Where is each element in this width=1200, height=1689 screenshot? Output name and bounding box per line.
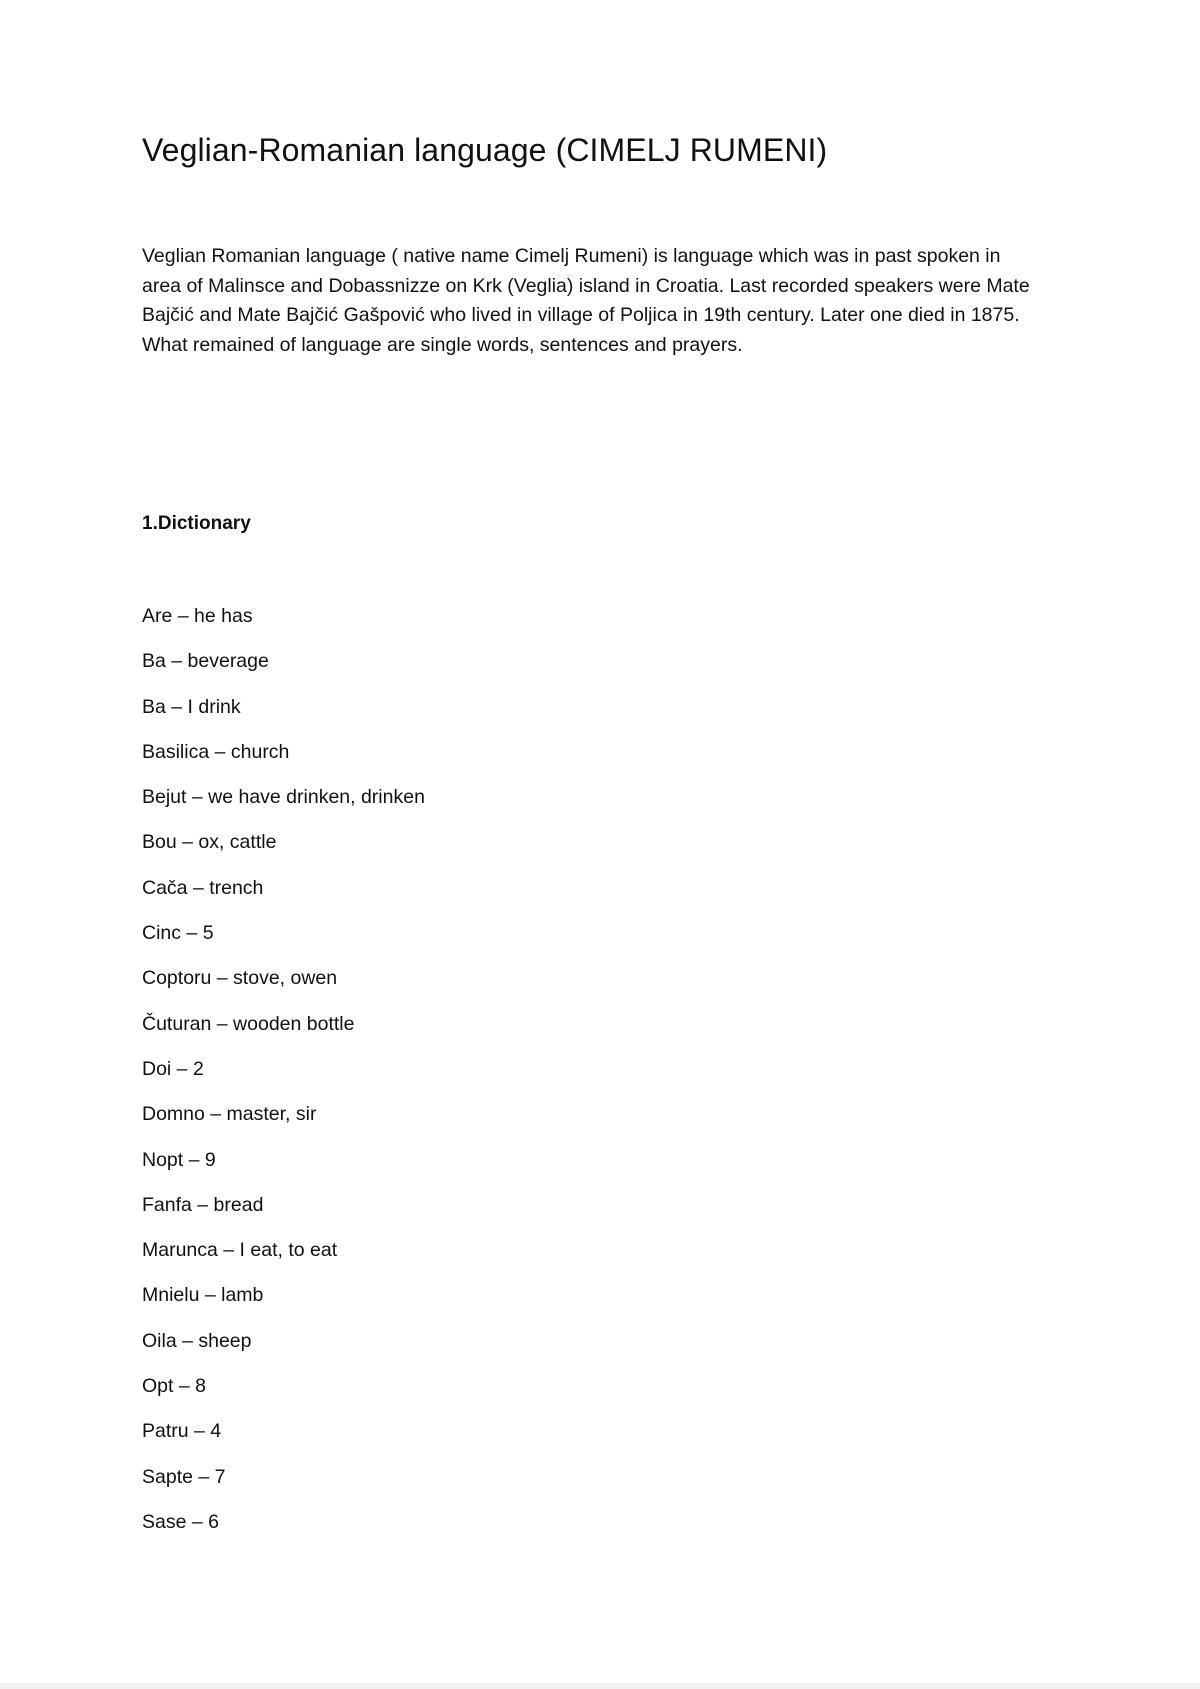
dictionary-entry: Sapte – 7 — [142, 1465, 226, 1488]
dictionary-entry: Patru – 4 — [142, 1420, 222, 1443]
intro-line: Bajčić and Mate Bajčić Gašpović who lived in village of Poljica in 19th century. Later one died in 1875. — [142, 304, 1020, 326]
dictionary-entry: Coptoru – stove, owen — [142, 967, 338, 990]
dictionary-entry: Domno – master, sir — [142, 1103, 317, 1126]
dictionary-entry: Basilica – church — [142, 740, 290, 763]
intro-line: area of Malinsce and Dobassnizze on Krk (Veglia) island in Croatia. Last recorded speakers were Mate — [142, 274, 1030, 297]
dictionary-entry: Bou – ox, cattle — [142, 831, 277, 854]
dictionary-entry: Čuturan – wooden bottle — [142, 1012, 355, 1035]
intro-paragraph — [142, 242, 1072, 360]
dictionary-entry: Bejut – we have drinken, drinken — [142, 786, 425, 809]
dictionary-entry: Ba – beverage — [142, 650, 269, 673]
section-heading-dictionary: 1.Dictionary — [142, 513, 251, 534]
dictionary-entry: Sase – 6 — [142, 1510, 219, 1533]
dictionary-entry: Marunca – I eat, to eat — [142, 1239, 338, 1262]
dictionary-entry: Cinc – 5 — [142, 922, 214, 945]
document-title: Veglian-Romanian language (CIMELJ RUMENI) — [142, 132, 828, 168]
dictionary-list — [142, 602, 425, 1553]
dictionary-entry: Mnielu – lamb — [142, 1284, 264, 1307]
intro-line: Veglian Romanian language ( native name Cimelj Rumeni) is language which was in past spoken in — [142, 245, 1001, 267]
dictionary-entry: Fanfa – bread — [142, 1193, 264, 1216]
dictionary-entry: Are – he has — [142, 605, 253, 627]
dictionary-entry: Ba – I drink — [142, 695, 241, 718]
page-bottom-edge — [0, 1683, 1200, 1689]
dictionary-entry: Cača – trench — [142, 876, 264, 899]
dictionary-entry: Opt – 8 — [142, 1375, 206, 1398]
dictionary-entry: Nopt – 9 — [142, 1148, 216, 1171]
dictionary-entry: Doi – 2 — [142, 1057, 204, 1080]
dictionary-entry: Oila – sheep — [142, 1329, 252, 1352]
intro-line: What remained of language are single words, sentences and prayers. — [142, 333, 743, 356]
